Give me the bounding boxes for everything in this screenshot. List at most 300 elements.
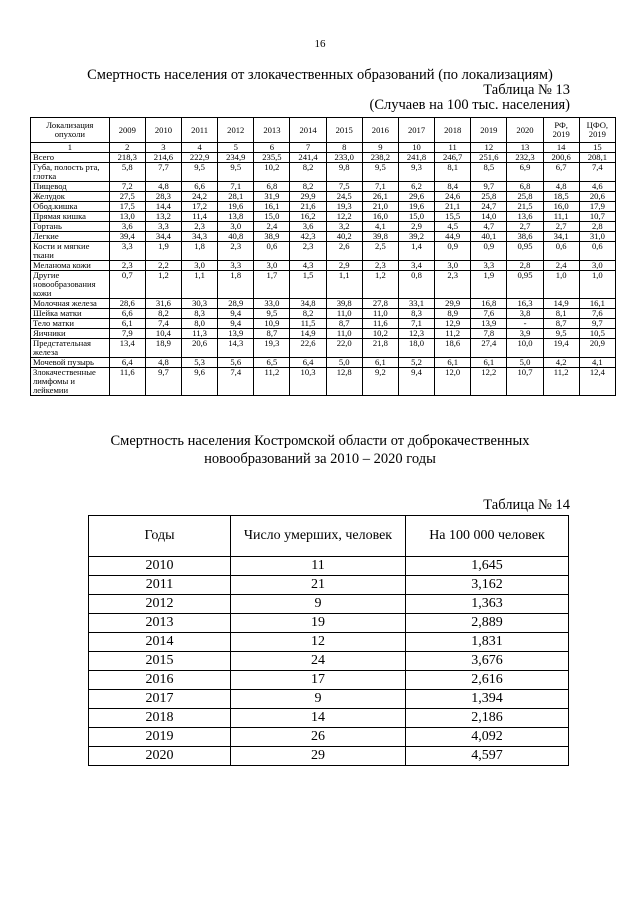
- table13-cell: 218,3: [109, 153, 145, 163]
- table13-cell: 1,1: [182, 271, 218, 299]
- table13-cell: 11,0: [326, 309, 362, 319]
- table13-cell: 241,8: [398, 153, 434, 163]
- table13-cell: 25,8: [471, 192, 507, 202]
- table13-cell: 2,8: [579, 222, 615, 232]
- table13-cell: 6,6: [182, 182, 218, 192]
- table13-cell: 2,3: [218, 242, 254, 261]
- table14-cell: 3,162: [406, 576, 569, 595]
- table13-index-cell: 9: [362, 143, 398, 153]
- table13-cell: 6,4: [109, 358, 145, 368]
- table13-index-cell: 8: [326, 143, 362, 153]
- table13-index-cell: 4: [182, 143, 218, 153]
- table13-title: Смертность населения от злокачественных образований (по локализациям): [87, 67, 553, 83]
- table13-cell: 18,0: [398, 339, 434, 358]
- table13-cell: 11,2: [435, 329, 471, 339]
- table13-cell: 8,2: [145, 309, 181, 319]
- table14-cell: 2013: [89, 614, 231, 633]
- table13-cell: 19,3: [254, 339, 290, 358]
- table13-cell: 7,4: [579, 163, 615, 182]
- table13-cell: 13,9: [471, 319, 507, 329]
- table13-header-col: 2015: [326, 118, 362, 143]
- table-row: [31, 368, 616, 396]
- table13-cell: 12,8: [326, 368, 362, 396]
- table13-cell: 2,2: [145, 261, 181, 271]
- table13-cell: 40,8: [218, 232, 254, 242]
- table13-cell: 9,8: [326, 163, 362, 182]
- table14-cell: 1,645: [406, 557, 569, 576]
- table14-label: Таблица № 14: [483, 497, 570, 513]
- table13-cell: 7,6: [471, 309, 507, 319]
- table13-cell: 11,3: [182, 329, 218, 339]
- table13-cell: 11,2: [254, 368, 290, 396]
- table13-header-col: 2017: [398, 118, 434, 143]
- table13-index-cell: 7: [290, 143, 326, 153]
- table13-cell: 0,8: [398, 271, 434, 299]
- table13-cell: 25,8: [507, 192, 543, 202]
- table13-cell: 14,9: [290, 329, 326, 339]
- table13-index-cell: 15: [579, 143, 615, 153]
- table13-cell: 15,0: [254, 212, 290, 222]
- table-row: [89, 747, 569, 766]
- table13-cell: 11,1: [543, 212, 579, 222]
- table13-cell: 16,2: [290, 212, 326, 222]
- table13-cell: 13,2: [145, 212, 181, 222]
- table-row: [89, 614, 569, 633]
- table13-cell: 6,9: [507, 163, 543, 182]
- table13-cell: 5,0: [507, 358, 543, 368]
- table13-cell: 8,7: [543, 319, 579, 329]
- table13-cell: 20,6: [579, 192, 615, 202]
- table13-cell: 8,7: [254, 329, 290, 339]
- table13-index-cell: 3: [145, 143, 181, 153]
- table13-cell: 9,3: [398, 163, 434, 182]
- table14-cell: 14: [231, 709, 406, 728]
- page-number: 16: [314, 38, 326, 50]
- table13-cell: 1,1: [326, 271, 362, 299]
- table13-cell: 3,0: [218, 222, 254, 232]
- table14-title-line1: Смертность населения Костромской области от доброкачественных: [110, 433, 530, 449]
- table-row: [89, 671, 569, 690]
- table13-cell: 11,6: [109, 368, 145, 396]
- table14-cell: 24: [231, 652, 406, 671]
- table13-cell: 1,8: [218, 271, 254, 299]
- table-row: [31, 222, 616, 232]
- table13-cell: 1,5: [290, 271, 326, 299]
- table-row: [31, 309, 616, 319]
- table13-cell: 1,9: [145, 242, 181, 261]
- table13-cell: 24,5: [326, 192, 362, 202]
- table13-cell: 12,0: [435, 368, 471, 396]
- table-row: [31, 242, 616, 261]
- table13-cell: 5,0: [326, 358, 362, 368]
- table13-header-col: 2010: [145, 118, 181, 143]
- table14-cell: 2010: [89, 557, 231, 576]
- table14-cell: 2,616: [406, 671, 569, 690]
- table14-cell: 1,394: [406, 690, 569, 709]
- table13-row-label: Гортань: [31, 222, 110, 232]
- table13-row-label: Губа, полость рта, глотка: [31, 163, 110, 182]
- table13-cell: 6,2: [398, 182, 434, 192]
- table13-cell: 9,5: [362, 163, 398, 182]
- table13-cell: 2,3: [290, 242, 326, 261]
- table13-cell: 3,3: [471, 261, 507, 271]
- table13-index-cell: 11: [435, 143, 471, 153]
- table13-cell: 9,5: [543, 329, 579, 339]
- table13-cell: 16,8: [471, 299, 507, 309]
- table13-cell: 4,7: [471, 222, 507, 232]
- table13-cell: 7,2: [109, 182, 145, 192]
- table13-cell: 9,5: [182, 163, 218, 182]
- table13-cell: 34,4: [145, 232, 181, 242]
- table13-cell: 7,5: [326, 182, 362, 192]
- table13-cell: 28,9: [218, 299, 254, 309]
- table13-cell: 1,0: [579, 271, 615, 299]
- table-row: [89, 690, 569, 709]
- table-row: [89, 595, 569, 614]
- table13-cell: 1,2: [362, 271, 398, 299]
- table13-cell: 9,4: [218, 309, 254, 319]
- table-row: [89, 576, 569, 595]
- table13-cell: 222,9: [182, 153, 218, 163]
- table13-cell: 7,7: [145, 163, 181, 182]
- table13-row-label: Обод.кишка: [31, 202, 110, 212]
- table13-cell: 28,6: [109, 299, 145, 309]
- table13-index-cell: 14: [543, 143, 579, 153]
- table14-cell: 29: [231, 747, 406, 766]
- table13-cell: 13,9: [218, 329, 254, 339]
- table13-header-localization: Локализация опухоли: [31, 118, 110, 143]
- table14-cell: 9: [231, 690, 406, 709]
- table13-cell: 233,0: [326, 153, 362, 163]
- table13-header-col: ЦФО, 2019: [579, 118, 615, 143]
- table13-cell: 2,9: [398, 222, 434, 232]
- table13-cell: 10,0: [507, 339, 543, 358]
- table13-cell: 0,7: [109, 271, 145, 299]
- table13-cell: 241,4: [290, 153, 326, 163]
- table13-cell: 0,95: [507, 242, 543, 261]
- table13-index-cell: 10: [398, 143, 434, 153]
- table13-cell: 40,2: [326, 232, 362, 242]
- table13-cell: 2,9: [326, 261, 362, 271]
- table13-row-label: Тело матки: [31, 319, 110, 329]
- table13-cell: 7,4: [218, 368, 254, 396]
- table13-cell: 4,3: [290, 261, 326, 271]
- table13-cell: 3,0: [182, 261, 218, 271]
- table14-cell: 2012: [89, 595, 231, 614]
- table13-cell: 13,4: [109, 339, 145, 358]
- table13-cell: 31,9: [254, 192, 290, 202]
- table13-cell: 3,6: [109, 222, 145, 232]
- table13-cell: -: [507, 319, 543, 329]
- table14: [88, 515, 569, 766]
- table-row: [89, 633, 569, 652]
- table13-cell: 26,1: [362, 192, 398, 202]
- table13-row-label: Пищевод: [31, 182, 110, 192]
- table13-cell: 7,4: [145, 319, 181, 329]
- table13-cell: 14,4: [145, 202, 181, 212]
- table13-cell: 8,1: [543, 309, 579, 319]
- table13-header-col: 2019: [471, 118, 507, 143]
- table13-cell: 1,8: [182, 242, 218, 261]
- table13-cell: 29,6: [398, 192, 434, 202]
- table13-cell: 9,7: [579, 319, 615, 329]
- table13-cell: 2,4: [543, 261, 579, 271]
- table13-header-col: 2012: [218, 118, 254, 143]
- table13-cell: 2,3: [435, 271, 471, 299]
- table14-cell: 2020: [89, 747, 231, 766]
- table13-cell: 235,5: [254, 153, 290, 163]
- table13-cell: 24,7: [471, 202, 507, 212]
- table13-cell: 34,8: [290, 299, 326, 309]
- table13-cell: 40,1: [471, 232, 507, 242]
- table13-row-label: Кости и мягкие ткани: [31, 242, 110, 261]
- table13-cell: 8,7: [326, 319, 362, 329]
- table14-cell: 17: [231, 671, 406, 690]
- table13-row-label: Яичники: [31, 329, 110, 339]
- table13-cell: 3,3: [109, 242, 145, 261]
- table13-cell: 214,6: [145, 153, 181, 163]
- table13-cell: 28,1: [218, 192, 254, 202]
- table13-cell: 9,4: [398, 368, 434, 396]
- table-row: [31, 271, 616, 299]
- table13-cell: 22,6: [290, 339, 326, 358]
- table14-cell: 2018: [89, 709, 231, 728]
- table13-cell: 38,9: [254, 232, 290, 242]
- table13-cell: 28,3: [145, 192, 181, 202]
- table-row: [31, 182, 616, 192]
- table14-title-line2: новообразований за 2010 – 2020 годы: [204, 451, 436, 467]
- table13-cell: 9,5: [218, 163, 254, 182]
- table13-cell: 6,1: [471, 358, 507, 368]
- table13-cell: 39,2: [398, 232, 434, 242]
- table13-cell: 7,6: [579, 309, 615, 319]
- table13-cell: 7,9: [109, 329, 145, 339]
- table13-cell: 4,8: [145, 358, 181, 368]
- table13-cell: 9,2: [362, 368, 398, 396]
- table13-cell: 13,8: [218, 212, 254, 222]
- table13-cell: 8,2: [290, 163, 326, 182]
- table-row: [31, 163, 616, 182]
- table13-cell: 9,5: [254, 309, 290, 319]
- table13-cell: 12,2: [471, 368, 507, 396]
- table13-cell: 4,1: [579, 358, 615, 368]
- table-row: [31, 339, 616, 358]
- table13: [30, 117, 616, 396]
- table13-row-label: Молочная железа: [31, 299, 110, 309]
- table13-cell: 0,9: [471, 242, 507, 261]
- table13-cell: 200,6: [543, 153, 579, 163]
- table13-cell: 19,3: [326, 202, 362, 212]
- table13-cell: 33,1: [398, 299, 434, 309]
- table13-cell: 238,2: [362, 153, 398, 163]
- table13-cell: 0,95: [507, 271, 543, 299]
- table13-cell: 0,6: [543, 242, 579, 261]
- table14-header-cell: Число умерших, человек: [231, 516, 406, 557]
- table13-cell: 246,7: [435, 153, 471, 163]
- table13-cell: 12,9: [435, 319, 471, 329]
- table-row: [31, 202, 616, 212]
- table14-header-cell: Годы: [89, 516, 231, 557]
- table13-cell: 6,8: [254, 182, 290, 192]
- table13-header-col: 2020: [507, 118, 543, 143]
- table13-index-cell: 12: [471, 143, 507, 153]
- table13-cell: 8,2: [290, 309, 326, 319]
- table13-cell: 3,4: [398, 261, 434, 271]
- table13-cell: 11,2: [543, 368, 579, 396]
- table13-cell: 16,0: [362, 212, 398, 222]
- table13-cell: 12,2: [326, 212, 362, 222]
- table13-index-cell: 6: [254, 143, 290, 153]
- table13-cell: 0,6: [254, 242, 290, 261]
- table13-cell: 10,4: [145, 329, 181, 339]
- table14-cell: 19: [231, 614, 406, 633]
- table13-cell: 5,6: [218, 358, 254, 368]
- table13-cell: 22,0: [326, 339, 362, 358]
- table13-cell: 4,2: [543, 358, 579, 368]
- table14-cell: 1,363: [406, 595, 569, 614]
- table13-label: Таблица № 13: [483, 82, 570, 98]
- table14-cell: 2011: [89, 576, 231, 595]
- table-row: [89, 557, 569, 576]
- table14-cell: 2017: [89, 690, 231, 709]
- table13-cell: 19,6: [398, 202, 434, 212]
- table13-cell: 21,0: [362, 202, 398, 212]
- table13-cell: 1,4: [398, 242, 434, 261]
- table14-cell: 2,186: [406, 709, 569, 728]
- table13-cell: 6,1: [435, 358, 471, 368]
- table13-cell: 10,2: [362, 329, 398, 339]
- table14-cell: 4,597: [406, 747, 569, 766]
- table13-cell: 34,1: [543, 232, 579, 242]
- table14-cell: 4,092: [406, 728, 569, 747]
- table-row: [31, 358, 616, 368]
- table13-cell: 8,2: [290, 182, 326, 192]
- table-row: [31, 319, 616, 329]
- table13-index-cell: 2: [109, 143, 145, 153]
- table14-title: [80, 432, 560, 468]
- table13-cell: 8,9: [435, 309, 471, 319]
- table13-cell: 1,7: [254, 271, 290, 299]
- table13-cell: 17,5: [109, 202, 145, 212]
- table13-cell: 21,6: [290, 202, 326, 212]
- table14-header-cell: На 100 000 человек: [406, 516, 569, 557]
- table13-cell: 3,0: [435, 261, 471, 271]
- table13-row-label: Прямая кишка: [31, 212, 110, 222]
- table13-cell: 7,1: [218, 182, 254, 192]
- table13-cell: 11,5: [290, 319, 326, 329]
- table14-cell: 2016: [89, 671, 231, 690]
- table13-cell: 1,0: [543, 271, 579, 299]
- table13-cell: 24,2: [182, 192, 218, 202]
- table13-cell: 21,5: [507, 202, 543, 212]
- table13-cell: 13,0: [109, 212, 145, 222]
- table13-cell: 2,3: [109, 261, 145, 271]
- table13-cell: 15,5: [435, 212, 471, 222]
- table14-cell: 3,676: [406, 652, 569, 671]
- table14-cell: 2014: [89, 633, 231, 652]
- table13-cell: 3,3: [145, 222, 181, 232]
- table13-cell: 27,5: [109, 192, 145, 202]
- table-row: [31, 192, 616, 202]
- table13-cell: 11,6: [362, 319, 398, 329]
- table13-header-col: 2018: [435, 118, 471, 143]
- table13-header-col: РФ, 2019: [543, 118, 579, 143]
- table13-cell: 3,0: [254, 261, 290, 271]
- table13-cell: 4,6: [579, 182, 615, 192]
- table13-cell: 208,1: [579, 153, 615, 163]
- table13-cell: 6,8: [507, 182, 543, 192]
- table13-row-label: Другие новообразования кожи: [31, 271, 110, 299]
- table13-cell: 10,7: [579, 212, 615, 222]
- table13-cell: 9,7: [145, 368, 181, 396]
- table13-row-label: Шейка матки: [31, 309, 110, 319]
- table13-cell: 38,6: [507, 232, 543, 242]
- table13-cell: 27,4: [471, 339, 507, 358]
- table13-cell: 6,7: [543, 163, 579, 182]
- table13-cell: 18,5: [543, 192, 579, 202]
- table13-cell: 7,8: [471, 329, 507, 339]
- table13-cell: 6,1: [109, 319, 145, 329]
- table13-cell: 2,3: [362, 261, 398, 271]
- table13-cell: 4,1: [362, 222, 398, 232]
- table13-cell: 14,3: [218, 339, 254, 358]
- table13-cell: 8,1: [435, 163, 471, 182]
- table-row: [89, 728, 569, 747]
- table13-cell: 8,3: [398, 309, 434, 319]
- table13-cell: 9,6: [182, 368, 218, 396]
- table13-cell: 34,3: [182, 232, 218, 242]
- table13-row-label: Предстательная железа: [31, 339, 110, 358]
- table13-cell: 2,4: [254, 222, 290, 232]
- table13-row-label: Злокачественные лимфомы и лейкемии: [31, 368, 110, 396]
- table14-cell: 11: [231, 557, 406, 576]
- table13-cell: 2,6: [326, 242, 362, 261]
- table13-header-col: 2009: [109, 118, 145, 143]
- table13-header-col: 2011: [182, 118, 218, 143]
- table13-header-col: 2014: [290, 118, 326, 143]
- table13-cell: 15,0: [398, 212, 434, 222]
- table13-cell: 7,1: [362, 182, 398, 192]
- table13-cell: 3,9: [507, 329, 543, 339]
- table13-cell: 2,8: [507, 261, 543, 271]
- table13-cell: 8,0: [182, 319, 218, 329]
- table13-header-col: 2013: [254, 118, 290, 143]
- table13-cell: 5,2: [398, 358, 434, 368]
- table13-cell: 21,1: [435, 202, 471, 212]
- table13-cell: 5,3: [182, 358, 218, 368]
- table13-cell: 10,7: [507, 368, 543, 396]
- table14-cell: 2019: [89, 728, 231, 747]
- table-row: [31, 299, 616, 309]
- table13-cell: 33,0: [254, 299, 290, 309]
- table13-cell: 8,5: [471, 163, 507, 182]
- table14-cell: 26: [231, 728, 406, 747]
- table13-cell: 27,8: [362, 299, 398, 309]
- table13-cell: 2,7: [543, 222, 579, 232]
- table13-cell: 3,2: [326, 222, 362, 232]
- table13-cell: 39,8: [362, 232, 398, 242]
- table13-cell: 21,8: [362, 339, 398, 358]
- table13-row-label: Легкие: [31, 232, 110, 242]
- table13-cell: 11,0: [326, 329, 362, 339]
- table13-cell: 6,5: [254, 358, 290, 368]
- table13-cell: 18,6: [435, 339, 471, 358]
- table13-cell: 30,3: [182, 299, 218, 309]
- table13-cell: 16,1: [579, 299, 615, 309]
- table13-cell: 3,8: [507, 309, 543, 319]
- table13-cell: 24,6: [435, 192, 471, 202]
- table13-cell: 14,9: [543, 299, 579, 309]
